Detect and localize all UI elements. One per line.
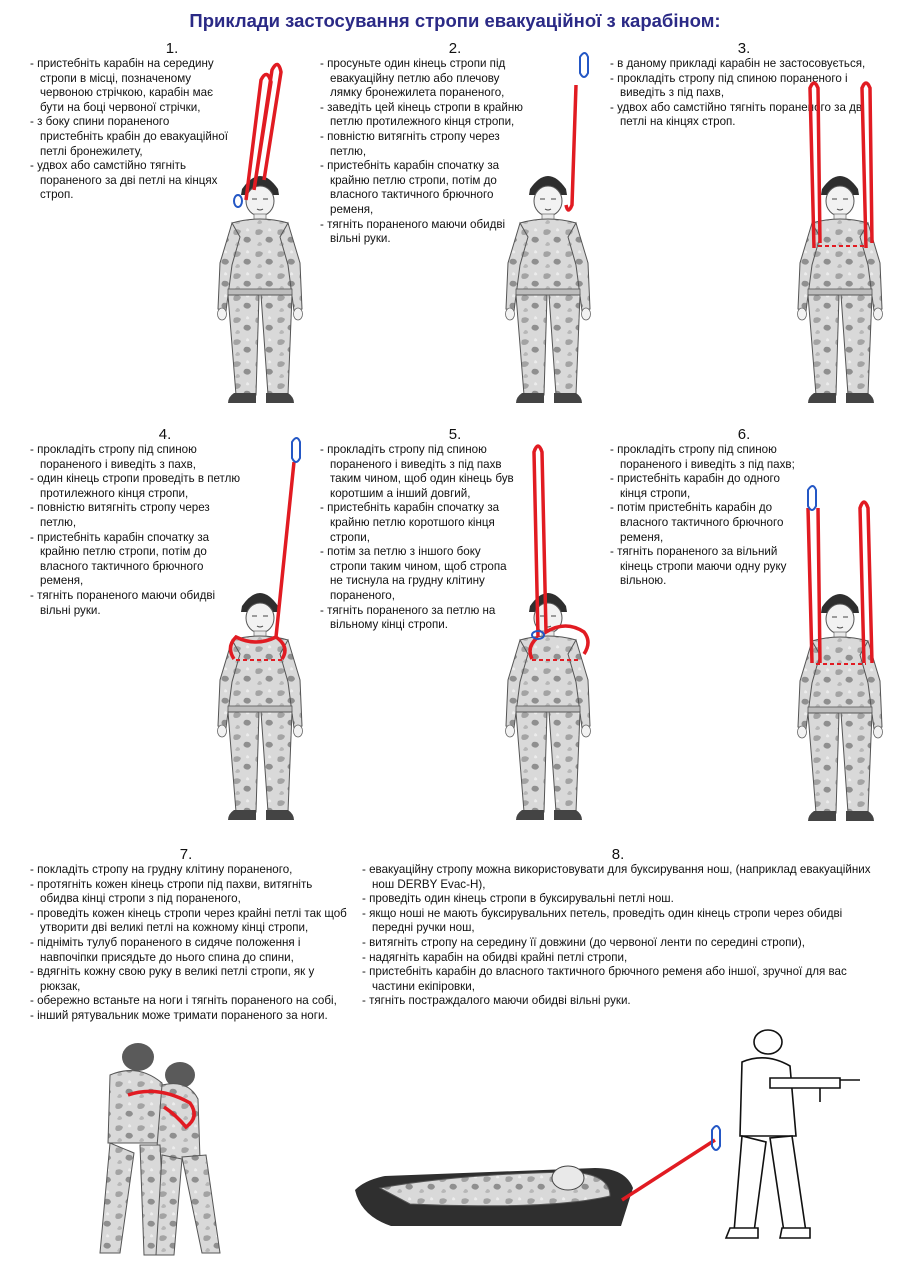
section-number-5: 5.: [448, 426, 462, 443]
step-text: - пристебніть карабін до одного кінця стропи,: [610, 472, 800, 501]
illustration-soldier-4: [206, 432, 316, 842]
step-text: - пристебніть карабін спочатку за крайню петлю коротшого кінця стропи,: [320, 501, 520, 545]
illustration-back-carry: [70, 1035, 230, 1265]
step-text: - якщо ноші не мають буксирувальних петель, проведіть один кінець стропи через обидві передні ручки нош,: [362, 907, 882, 936]
step-text: - повністю витягніть стропу через петлю,: [320, 130, 525, 159]
section-steps-7: [30, 863, 350, 1024]
section-number-1: 1.: [165, 40, 179, 57]
step-text: - повністю витягніть стропу через петлю,: [30, 501, 245, 530]
step-text: - обережно встаньте на ноги і тягніть пораненого на собі,: [30, 994, 350, 1009]
step-text: - прокладіть стропу під спиною пораненого і виведіть з під пахв таким чином, щоб один кінець був коротшим а інший довгий,: [320, 443, 520, 501]
step-text: - вдягніть кожну свою руку в великі петлі стропи, як у рюкзак,: [30, 965, 350, 994]
step-text: - покладіть стропу на грудну клітину пораненого,: [30, 863, 350, 878]
step-text: - потім пристебніть карабін до власного тактичного брючного ременя,: [610, 501, 800, 545]
carabiner-icon: [712, 1126, 720, 1150]
section-steps-5: [320, 443, 520, 633]
step-text: - просуньте один кінець стропи під евакуаційну петлю або плечову лямку бронежилета пораненого,: [320, 57, 525, 101]
step-text: - прокладіть стропу під спиною пораненого і виведіть з під пахв,: [610, 72, 885, 101]
step-text: - підніміть тулуб пораненого в сидяче положення і навпочіпки присядьте до нього спина до спини,: [30, 936, 350, 965]
section-steps-1: [30, 57, 230, 203]
step-text: - тягніть пораненого маючи обидві вільні руки.: [320, 218, 525, 247]
step-text: - проведіть кожен кінець стропи через крайні петлі так щоб утворити дві великі петлі на кожному кінці стропи,: [30, 907, 350, 936]
step-text: - прокладіть стропу під спиною пораненого і виведіть з пахв,: [30, 443, 245, 472]
section-number-3: 3.: [737, 40, 751, 57]
carabiner-icon: [808, 486, 816, 510]
step-text: - тягніть пораненого за петлю на вільному кінці стропи.: [320, 604, 520, 633]
section-number-8: 8.: [611, 846, 625, 863]
page-title: Приклади застосування стропи евакуаційної з карабіном:: [189, 10, 721, 31]
section-number-6: 6.: [737, 426, 751, 443]
illustration-soldier-3: [786, 78, 896, 428]
strap: [566, 85, 576, 210]
step-text: - з боку спини пораненого пристебніть крабін до евакуаційної петлі бронежилету,: [30, 115, 230, 159]
carabiner-icon: [580, 53, 588, 77]
step-text: - потім за петлю з іншого боку стропи таким чином, щоб стропа не тиснула на грудну клітину пораненого,: [320, 545, 520, 603]
step-text: - удвох або самстійно тягніть пораненого за дві петлі на кінцях строп.: [610, 101, 885, 130]
illustration-soldier-1: [206, 60, 316, 430]
illustration-soldier-6: [786, 478, 896, 843]
step-text: - заведіть цей кінець стропи в крайню петлю протилежного кінця стропи,: [320, 101, 525, 130]
step-text: - тягніть пораненого за вільний кінець стропи маючи одну руку вільною.: [610, 545, 800, 589]
step-text: - інший рятувальник може тримати пораненого за ноги.: [30, 1009, 350, 1024]
step-text: - в даному прикладі карабін не застосовується,: [610, 57, 885, 72]
step-text: - удвох або самстійно тягніть пораненого за дві петлі на кінцях строп.: [30, 159, 230, 203]
carabiner-icon: [292, 438, 300, 462]
strap: [530, 446, 588, 659]
step-text: - тягніть постраждалого маючи обидві вільні руки.: [362, 994, 882, 1009]
step-text: - евакуаційну стропу можна використовувати для буксирування нош, (наприклад евакуаційних нош DERBY Evac-H),: [362, 863, 882, 892]
step-text: - один кінець стропи проведіть в петлю протилежного кінця стропи,: [30, 472, 245, 501]
step-text: - витягніть стропу на середину її довжини (до червоної ленти по середині стропи),: [362, 936, 882, 951]
step-text: - прокладіть стропу під спиною пораненого і виведіть з під пахв;: [610, 443, 800, 472]
illustration-soldier-5: [494, 432, 604, 842]
section-steps-6: [610, 443, 800, 589]
step-text: - пристебніть карабін спочатку за крайню петлю стропи, потім до власного тактичного брючного ременя,: [320, 159, 525, 217]
step-text: - тягніть пораненого маючи обидві вільні руки.: [30, 589, 245, 618]
step-text: - пристебніть карабін на середину стропи в місці, позначеному червоною стрічкою, карабін має бути на боці червоної стрічки,: [30, 57, 230, 115]
section-number-2: 2.: [448, 40, 462, 57]
section-number-7: 7.: [179, 846, 193, 863]
step-text: - пристебніть карабін до власного тактичного брючного ременя або іншої, зручної для вас частини екіпіровки,: [362, 965, 882, 994]
section-number-4: 4.: [158, 426, 172, 443]
illustration-soldier-2: [494, 45, 604, 430]
step-text: - пристебніть карабін спочатку за крайню петлю стропи, потім до власного тактичного брючного ременя,: [30, 531, 245, 589]
step-text: - протягніть кожен кінець стропи під пахви, витягніть обидва кінці стропи з під пораненого,: [30, 878, 350, 907]
section-steps-8: [362, 863, 882, 1009]
strap: [622, 1140, 715, 1200]
carabiner-icon: [234, 195, 242, 207]
step-text: - надягніть карабін на обидві крайні петлі стропи,: [362, 951, 882, 966]
step-text: - проведіть один кінець стропи в буксирувальні петлі нош.: [362, 892, 882, 907]
illustration-stretcher-tow: [350, 1020, 890, 1260]
